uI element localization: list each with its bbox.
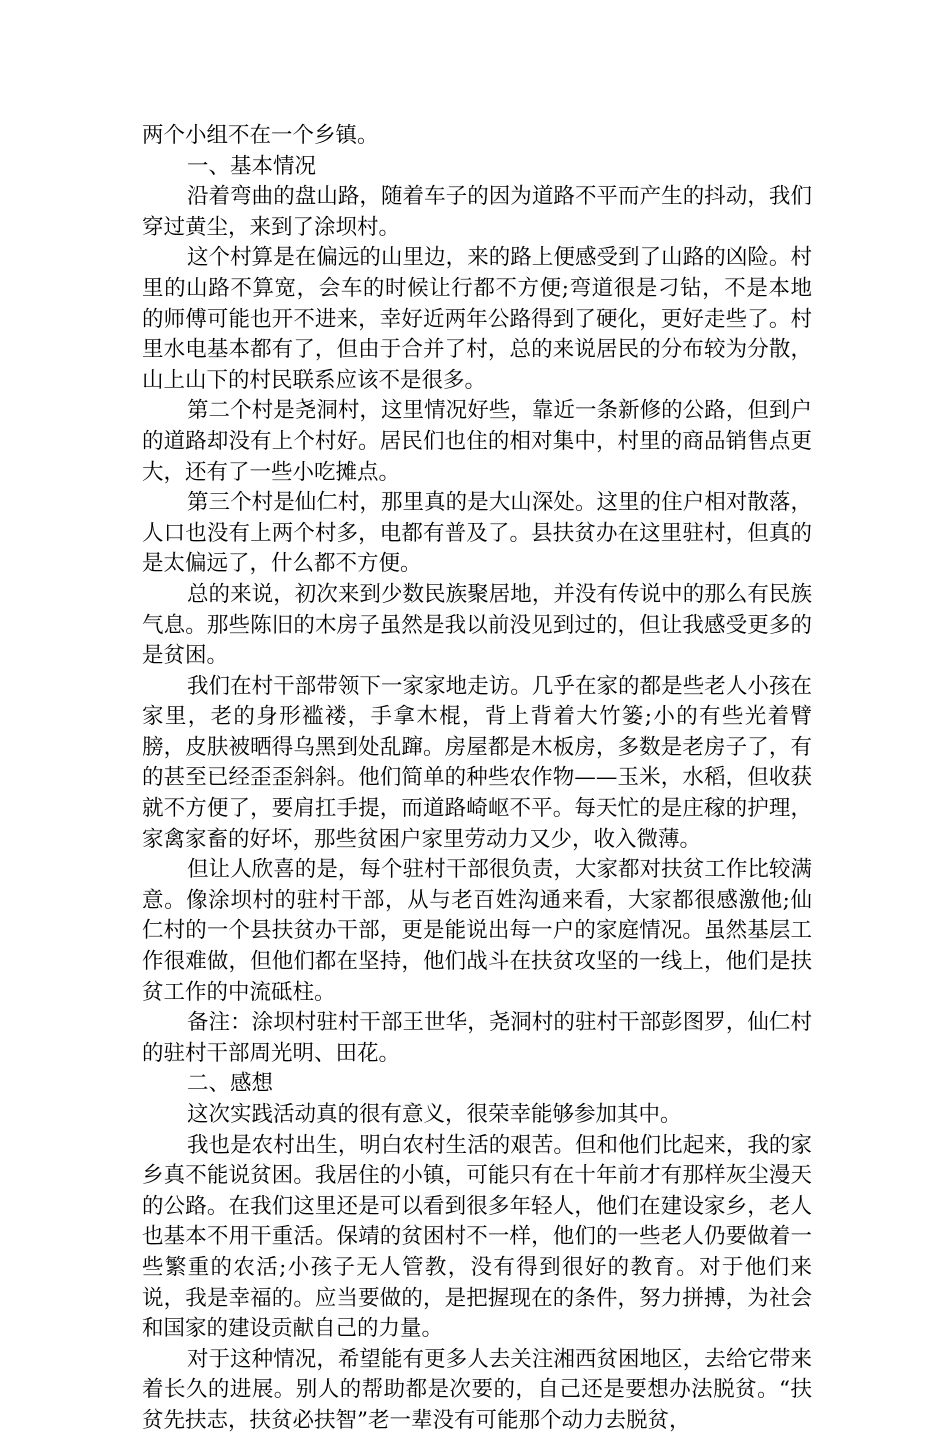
section-heading-basic-situation: 一、基本情况 [187,153,317,179]
paragraph-continuation: 两个小组不在一个乡镇。 [142,123,379,148]
paragraph-note: 备注：涂坝村驻村干部王世华，尧洞村的驻村干部彭图罗，仙仁村的驻村干部周光明、田花。 [142,1010,812,1066]
document-body [142,121,812,1437]
paragraph-second-village: 第二个村是尧洞村，这里情况好些，靠近一条新修的公路，但到户的道路却没有上个村好。居民们也住的相对集中，村里的商品销售点更大，还有了一些小吃摊点。 [142,398,812,485]
paragraph-arrival: 沿着弯曲的盘山路，随着车子的因为道路不平而产生的抖动，我们穿过黄尘，来到了涂坝村。 [142,184,812,240]
paragraph-hope: 对于这种情况，希望能有更多人去关注湘西贫困地区，去给它带来着长久的进展。别人的帮助都是次要的，自己还是要想办法脱贫。“扶贫先扶志，扶贫必扶智”老一辈没有可能那个动力去脱贫， [142,1346,812,1433]
paragraph-visits: 我们在村干部带领下一家家地走访。几乎在家的都是些老人小孩在家里，老的身形褴褛，手拿木棍，背上背着大竹篓;小的有些光着臂膀，皮肤被晒得乌黑到处乱蹿。房屋都是木板房，多数是老房子了，有的甚至已经歪歪斜斜。他们简单的种些农作物——玉米，水稻，但收获就不方便了，要肩扛手提，而道路崎岖不平。每天忙的是庄稼的护理，家禽家畜的好坏，那些贫困户家里劳动力又少，收入微薄。 [142,673,812,852]
paragraph-cadres: 但让人欣喜的是，每个驻村干部很负责，大家都对扶贫工作比较满意。像涂坝村的驻村干部，从与老百姓沟通来看，大家都很感激他;仙仁村的一个县扶贫办干部，更是能说出每一户的家庭情况。虽然基层工作很难做，但他们都在坚持，他们战斗在扶贫攻坚的一线上，他们是扶贫工作的中流砥柱。 [142,857,812,1005]
paragraph-third-village: 第三个村是仙仁村，那里真的是大山深处。这里的住户相对散落，人口也没有上两个村多，电都有普及了。县扶贫办在这里驻村，但真的是太偏远了，什么都不方便。 [142,490,812,577]
paragraph-meaning: 这次实践活动真的很有意义，很荣幸能够参加其中。 [187,1102,682,1127]
paragraph-summary: 总的来说，初次来到少数民族聚居地，并没有传说中的那么有民族气息。那些陈旧的木房子虽然是我以前没见到过的，但让我感受更多的是贫困。 [142,581,812,669]
paragraph-first-village: 这个村算是在偏远的山里边，来的路上便感受到了山路的凶险。村里的山路不算宽，会车的时候让行都不方便;弯道很是刁钻，不是本地的师傅可能也开不进来，幸好近两年公路得到了硬化，更好走些了。村里水电基本都有了，但由于合并了村，总的来说居民的分布较为分散，山上山下的村民联系应该不是很多。 [142,245,812,393]
section-heading-reflections: 二、感想 [187,1071,274,1097]
paragraph-hometown: 我也是农村出生，明白农村生活的艰苦。但和他们比起来，我的家乡真不能说贫困。我居住的小镇，可能只有在十年前才有那样灰尘漫天的公路。在我们这里还是可以看到很多年轻人，他们在建设家乡，老人也基本不用干重活。保靖的贫困村不一样，他们的一些老人仍要做着一些繁重的农活;小孩子无人管教，没有得到很好的教育。对于他们来说，我是幸福的。应当要做的，是把握现在的条件，努力拼搏，为社会和国家的建设贡献自己的力量。 [142,1132,812,1342]
